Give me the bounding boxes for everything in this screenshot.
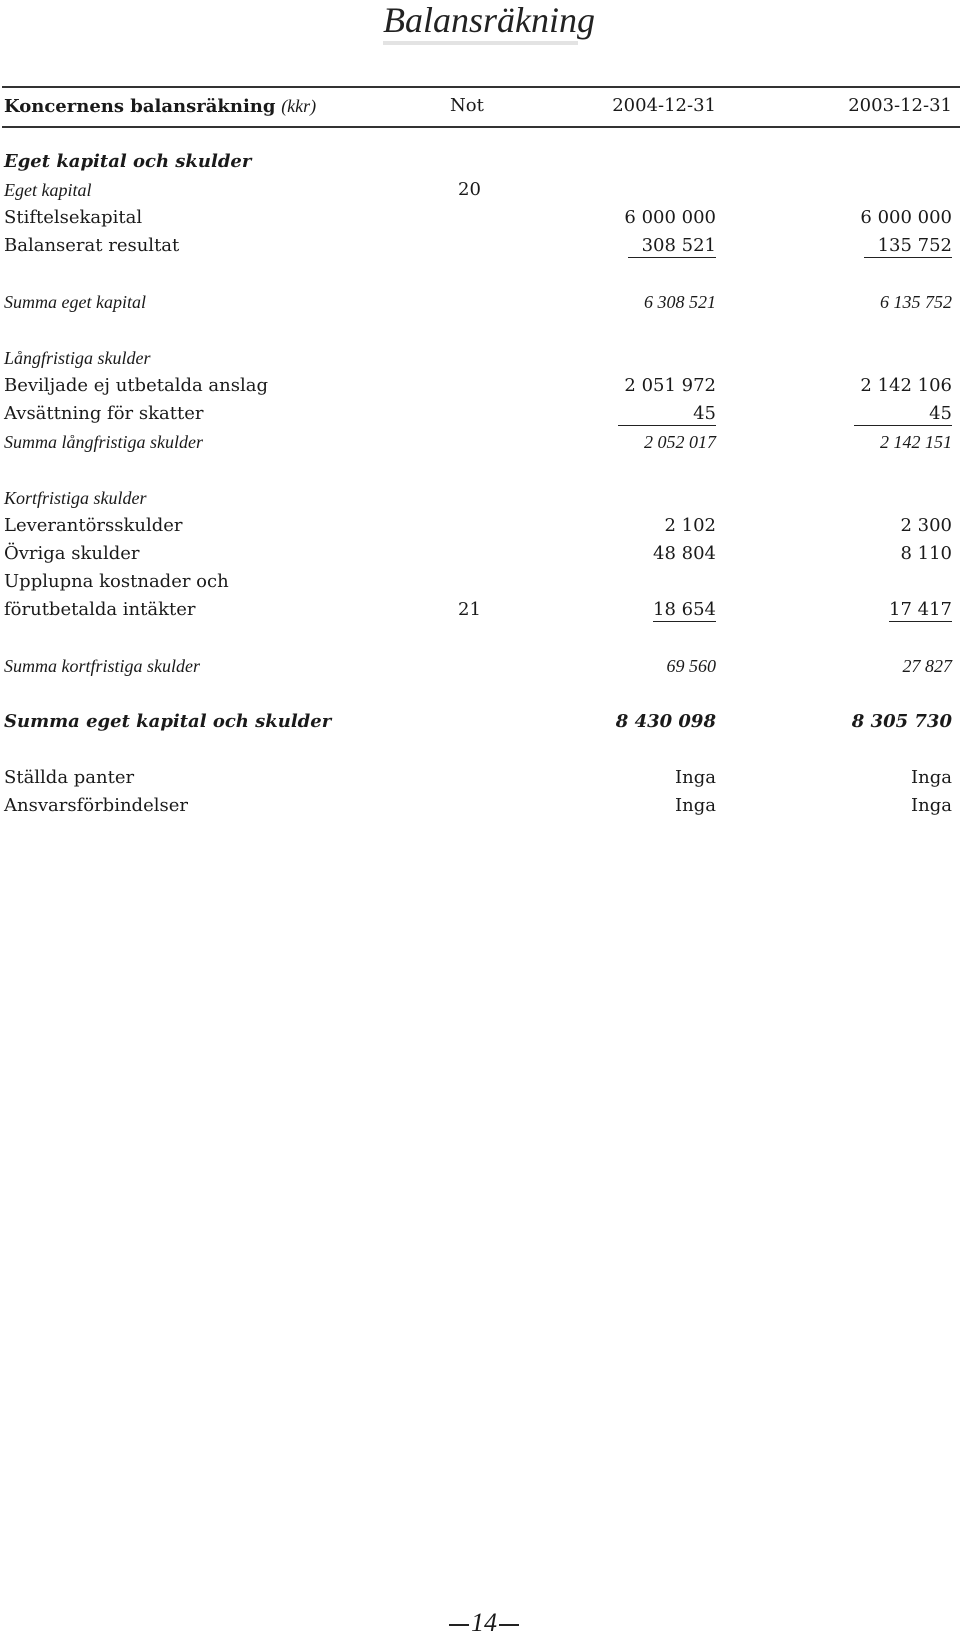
row-label: förutbetalda intäkter [4, 599, 196, 620]
row-label: Stiftelsekapital [4, 207, 143, 228]
row-value-2004: 2 051 972 [624, 375, 716, 396]
row-label: Summa kortfristiga skulder [4, 656, 200, 676]
underlined-value: 17 417 [889, 599, 952, 620]
underlined-value: 135 752 [864, 234, 952, 258]
row-value-2003: 27 827 [902, 656, 952, 676]
row-label: Beviljade ej utbetalda anslag [4, 375, 268, 396]
header-bottom-rule [2, 126, 960, 128]
table-row [0, 372, 960, 400]
table-row [0, 512, 960, 540]
row-value-2003: 6 135 752 [880, 292, 952, 312]
table-row [0, 596, 960, 624]
row-value-2004: 6 308 521 [644, 292, 716, 312]
row-label: Avsättning för skatter [4, 403, 204, 424]
row-value-2004: Inga [675, 767, 716, 788]
table-row [0, 540, 960, 568]
table-row [0, 232, 960, 260]
row-note: 20 [458, 179, 481, 200]
table-row [0, 568, 960, 596]
row-value-2004 [653, 596, 716, 624]
row-label: Övriga skulder [4, 543, 140, 564]
section-heading-row [0, 148, 960, 176]
row-value-2003: 8 305 730 [851, 711, 952, 732]
underlined-value: 18 654 [653, 599, 716, 620]
table-row [0, 428, 960, 456]
row-label: Ställda panter [4, 767, 135, 788]
row-value-2004: Inga [675, 795, 716, 816]
header-col-2004: 2004-12-31 [612, 95, 716, 116]
row-value-2003: 8 110 [900, 543, 952, 564]
row-value-2003: 2 300 [900, 515, 952, 536]
table-row [0, 288, 960, 316]
subsection-heading: Långfristiga skulder [4, 348, 151, 368]
row-value-2004: 48 804 [653, 543, 716, 564]
row-value-2003: 6 000 000 [860, 207, 952, 228]
page-title: Balansräkning [383, 0, 595, 40]
row-value-2004: 2 052 017 [644, 432, 716, 452]
row-value-2004: 2 102 [664, 515, 716, 536]
row-value-2004: 6 000 000 [624, 207, 716, 228]
row-value-2004 [618, 400, 716, 428]
table-row [0, 400, 960, 428]
row-note: 21 [458, 599, 481, 620]
underlined-value: 308 521 [628, 234, 716, 258]
table-row [0, 764, 960, 792]
subsection-heading: Kortfristiga skulder [4, 488, 147, 508]
row-value-2003: 2 142 151 [880, 432, 952, 452]
row-label-line1: Upplupna kostnader och [4, 571, 229, 592]
header-note-col: Not [450, 95, 484, 116]
row-value-2003: 2 142 106 [860, 375, 952, 396]
header-top-rule [2, 86, 960, 88]
row-label: Ansvarsförbindelser [4, 795, 188, 816]
table-header [0, 92, 960, 120]
subsection-heading-row [0, 484, 960, 512]
dash-left [449, 1624, 469, 1626]
header-col-2003: 2003-12-31 [848, 95, 952, 116]
header-title-group [4, 92, 316, 121]
title-underline [383, 41, 578, 45]
row-label: Summa långfristiga skulder [4, 432, 204, 452]
row-label: Eget kapital [4, 180, 92, 200]
table-row-total [0, 708, 960, 736]
row-value-2004: 69 560 [666, 656, 716, 676]
dash-right [499, 1624, 519, 1626]
row-label: Summa eget kapital och skulder [4, 711, 332, 732]
row-value-2003: Inga [911, 767, 952, 788]
row-label: Balanserat resultat [4, 235, 180, 256]
row-value-2003 [864, 232, 952, 260]
table-row [0, 204, 960, 232]
header-title: Koncernens balansräkning [4, 96, 276, 117]
section-heading: Eget kapital och skulder [4, 151, 252, 172]
row-value-2004 [628, 232, 716, 260]
table-row [0, 792, 960, 820]
row-value-2004: 8 430 098 [615, 711, 716, 732]
row-value-2003: Inga [911, 795, 952, 816]
page-number: 14 [471, 1608, 497, 1637]
row-value-2003 [889, 596, 952, 624]
underlined-value: 45 [854, 402, 952, 426]
row-label: Leverantörsskulder [4, 515, 183, 536]
table-row [0, 652, 960, 680]
table-row [0, 176, 960, 204]
subsection-heading-row [0, 344, 960, 372]
row-value-2003 [854, 400, 952, 428]
header-unit: (kkr) [281, 96, 317, 116]
row-label: Summa eget kapital [4, 292, 146, 312]
underlined-value: 45 [618, 402, 716, 426]
page-number-footer [447, 1608, 521, 1638]
